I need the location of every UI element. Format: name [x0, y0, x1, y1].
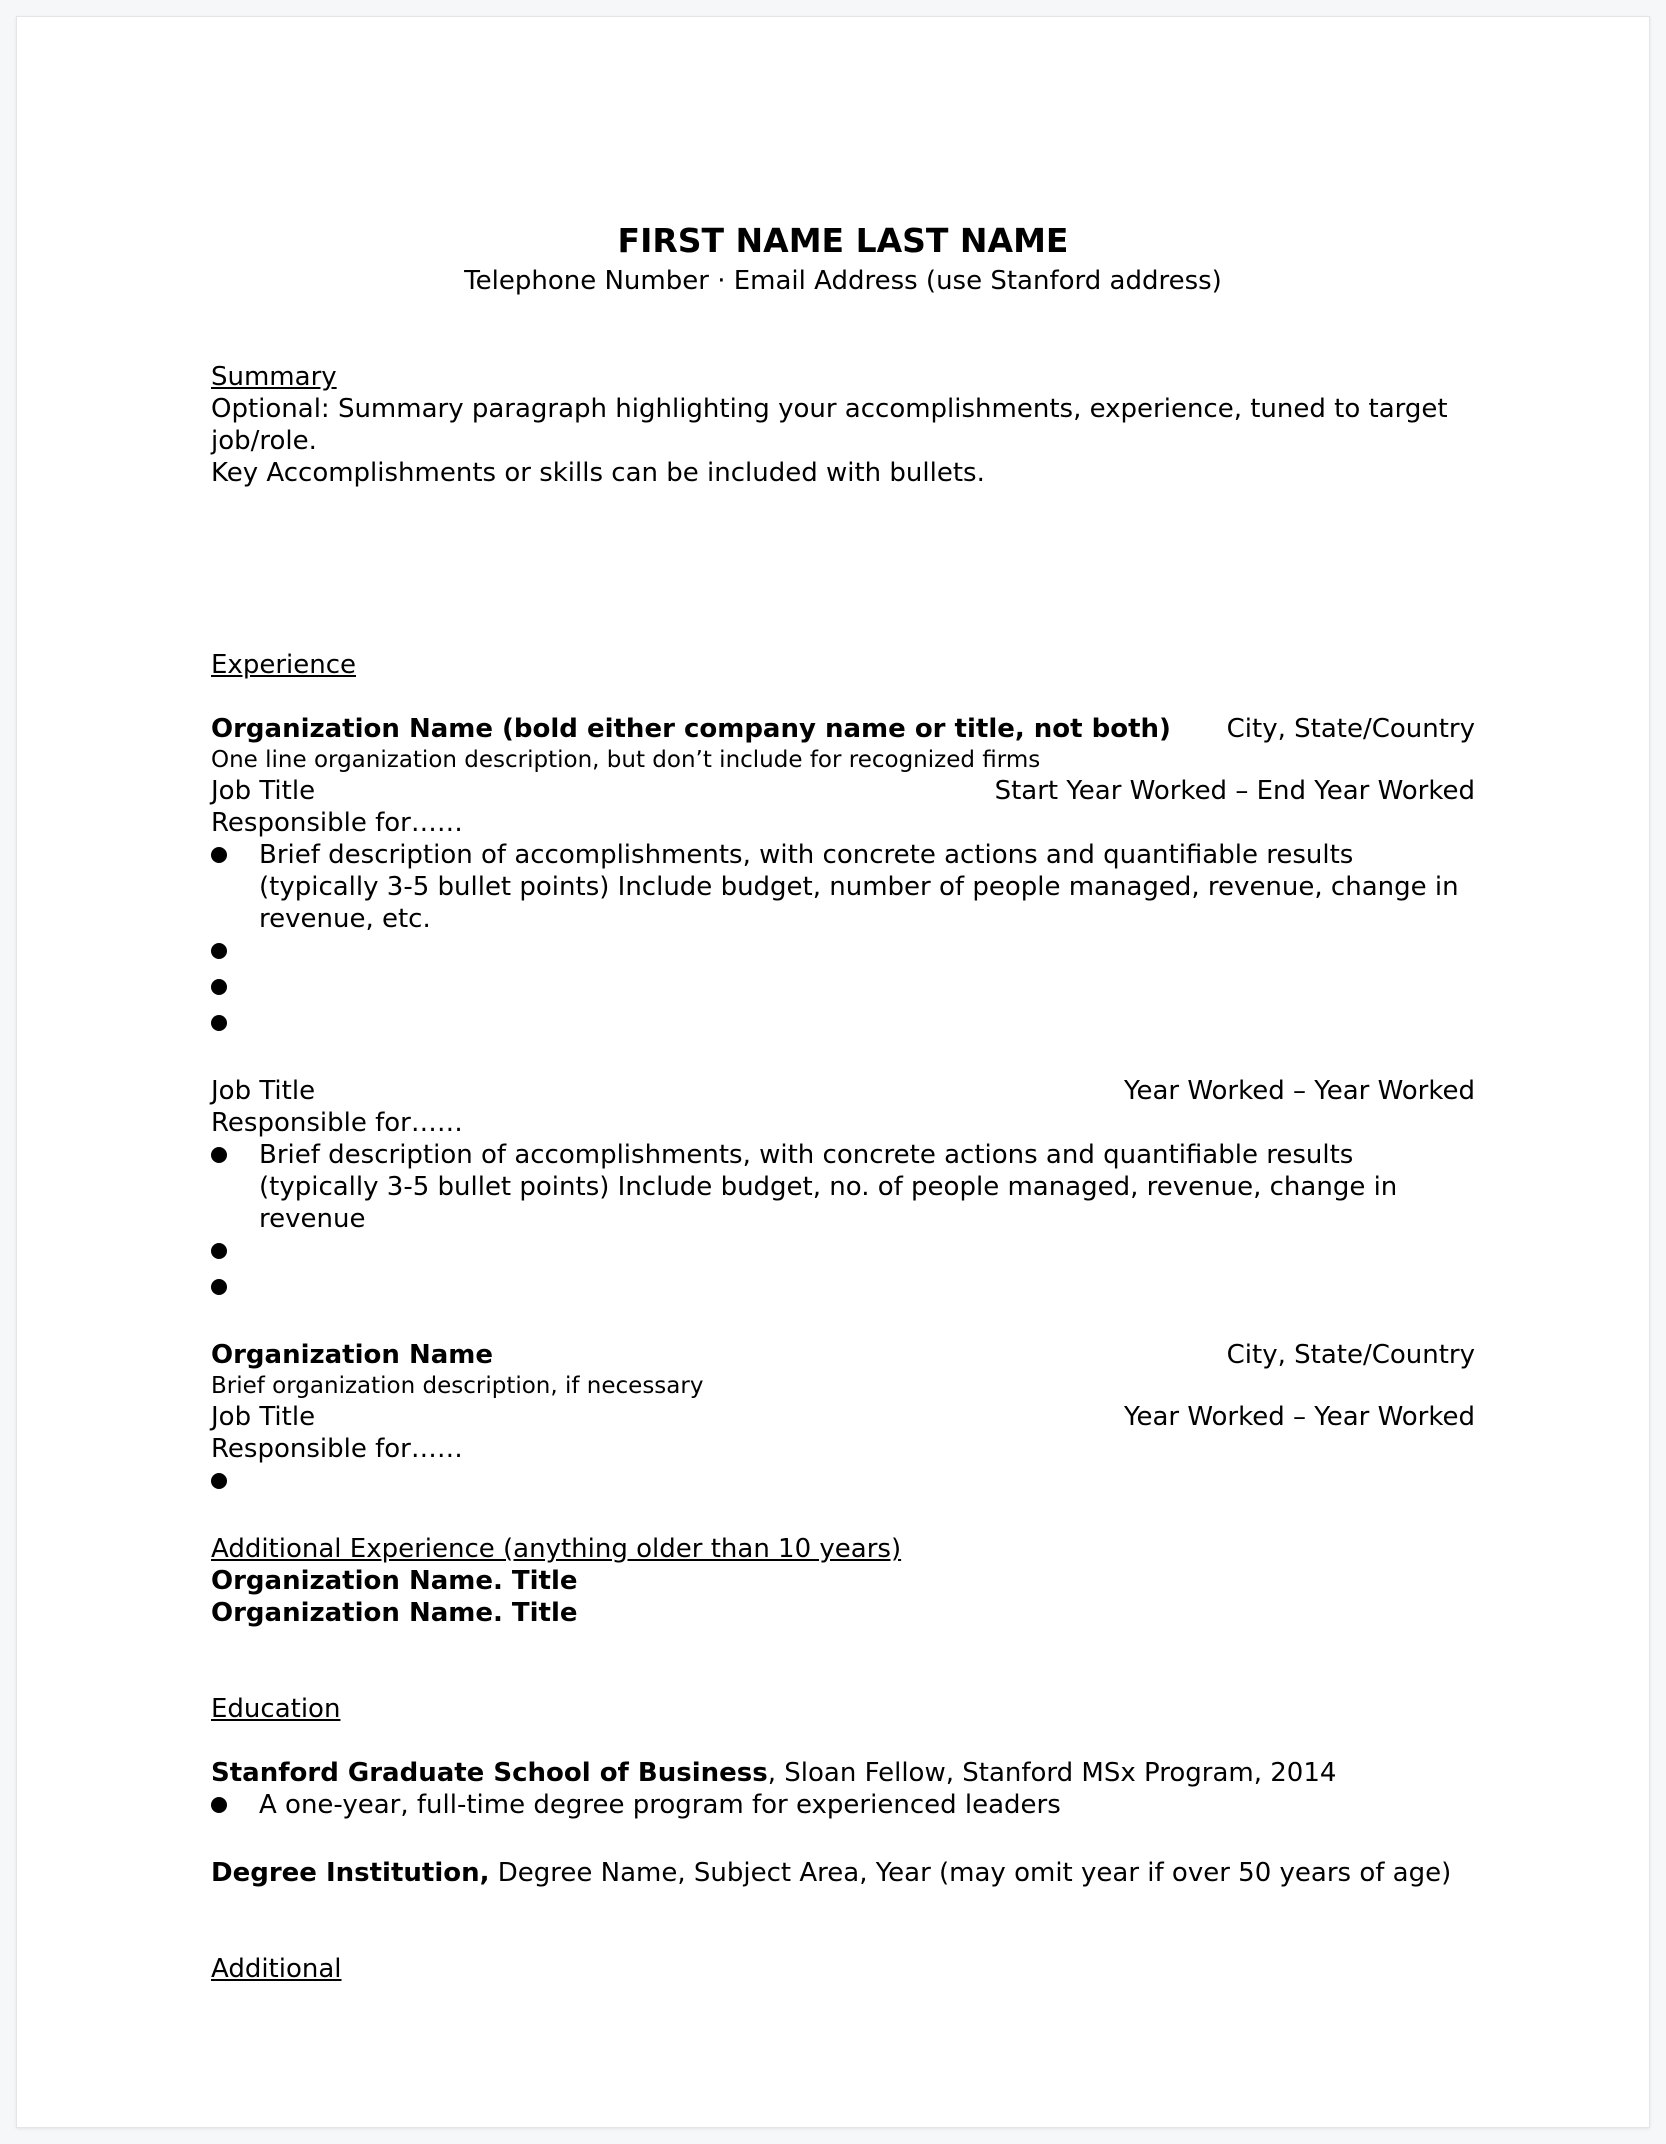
- bullet-icon: [211, 847, 227, 863]
- list-item: [211, 1271, 1475, 1307]
- education-bullets: [211, 1789, 1475, 1825]
- contact-line: Telephone Number · Email Address (use Stanford address): [464, 266, 1222, 296]
- org1-job1-title: Job Title: [211, 776, 316, 806]
- experience-heading: Experience: [211, 650, 356, 680]
- org1-header: [211, 713, 1475, 745]
- bullet-icon: [211, 943, 227, 959]
- org1-location: City, State/Country: [1226, 714, 1475, 744]
- org2-job-dates: Year Worked – Year Worked: [1124, 1402, 1475, 1432]
- org2-description: Brief organization description, if necessary: [211, 1373, 704, 1399]
- org1-job2-title: Job Title: [211, 1076, 316, 1106]
- bullet-icon: [211, 1147, 227, 1163]
- list-item: [211, 1007, 1475, 1043]
- bullet-icon: [211, 1243, 227, 1259]
- org2-job-title: Job Title: [211, 1402, 316, 1432]
- additional-heading: Additional: [211, 1954, 342, 1984]
- summary-heading: Summary: [211, 362, 337, 392]
- education-school-2: Degree Institution,: [211, 1858, 490, 1888]
- bullet-text: A one-year, full-time degree program for experienced leaders: [259, 1790, 1061, 1820]
- education-detail-1: , Sloan Fellow, Stanford MSx Program, 2014: [767, 1758, 1337, 1788]
- education-section: [211, 1693, 1475, 1889]
- list-item: [211, 1789, 1475, 1825]
- additional-experience-item: Organization Name. Title: [211, 1566, 578, 1596]
- list-item: [211, 1139, 1475, 1235]
- org2-job-responsible: Responsible for……: [211, 1434, 463, 1464]
- bullet-text: Brief description of accomplishments, with concrete actions and quantifiable results (typically 3-5 bullet points) Include budget, no. of people managed, revenue, change in revenue: [259, 1140, 1398, 1234]
- org1-job1-responsible: Responsible for……: [211, 808, 463, 838]
- org1-job2-bullets: [211, 1139, 1475, 1307]
- experience-section: [211, 649, 1475, 1501]
- org1-job1-header: [211, 775, 1475, 807]
- bullet-icon: [211, 979, 227, 995]
- bullet-icon: [211, 1279, 227, 1295]
- org1-job2-dates: Year Worked – Year Worked: [1124, 1076, 1475, 1106]
- org1-job2-header: [211, 1075, 1475, 1107]
- org1-description: One line organization description, but don’t include for recognized firms: [211, 747, 1041, 773]
- document-page: [16, 16, 1650, 2128]
- list-item: [211, 1235, 1475, 1271]
- org2-job-bullets: [211, 1465, 1475, 1501]
- additional-experience-section: [211, 1533, 1475, 1629]
- org2-location: City, State/Country: [1226, 1340, 1475, 1370]
- org1-job2-responsible: Responsible for……: [211, 1108, 463, 1138]
- additional-experience-item: Organization Name. Title: [211, 1598, 578, 1628]
- bullet-text: Brief description of accomplishments, with concrete actions and quantifiable results (typically 3-5 bullet points) Include budget, number of people managed, revenue, change in revenue, etc.: [259, 840, 1459, 934]
- list-item: [211, 935, 1475, 971]
- org2-name: Organization Name: [211, 1340, 493, 1370]
- bullet-icon: [211, 1473, 227, 1489]
- bullet-icon: [211, 1015, 227, 1031]
- org2-job-header: [211, 1401, 1475, 1433]
- education-entry-2: [211, 1857, 1475, 1889]
- list-item: [211, 1465, 1475, 1501]
- summary-line-1: Optional: Summary paragraph highlighting your accomplishments, experience, tuned to target job/role.: [211, 394, 1448, 456]
- education-heading: Education: [211, 1694, 341, 1724]
- bullet-icon: [211, 1797, 227, 1813]
- org1-job1-dates: Start Year Worked – End Year Worked: [994, 776, 1475, 806]
- resume-content: [211, 197, 1475, 1985]
- summary-section: [211, 361, 1475, 489]
- org2-header: [211, 1339, 1475, 1371]
- list-item: [211, 839, 1475, 935]
- list-item: [211, 971, 1475, 1007]
- education-entry-1: [211, 1757, 1475, 1789]
- summary-line-2: Key Accomplishments or skills can be included with bullets.: [211, 458, 985, 488]
- additional-section: [211, 1953, 1475, 1985]
- org1-job1-bullets: [211, 839, 1475, 1043]
- org1-name: Organization Name (bold either company name or title, not both): [211, 714, 1171, 744]
- resume-name: FIRST NAME LAST NAME: [617, 221, 1069, 260]
- additional-experience-heading: Additional Experience (anything older than 10 years): [211, 1534, 902, 1564]
- education-detail-2: Degree Name, Subject Area, Year (may omit year if over 50 years of age): [489, 1858, 1452, 1888]
- education-school-1: Stanford Graduate School of Business: [211, 1758, 768, 1788]
